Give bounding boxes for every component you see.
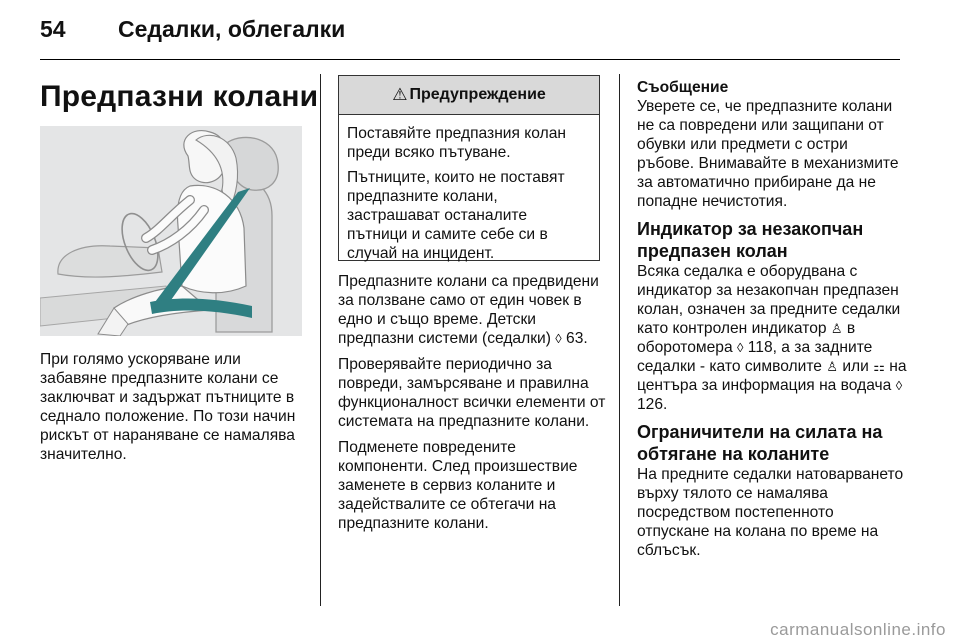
col1-paragraph: При голямо ускоряване или забавяне предпазните колани се заключват и задържат пътниците в седнало положение. По този начин рискът от нараняване се намалява значително. xyxy=(40,351,296,463)
watermark: carmanualsonline.info xyxy=(770,620,946,639)
rear-seatbelt-icon: ⚏ xyxy=(873,359,885,374)
col3-text xyxy=(637,78,907,567)
reference-arrow-icon: ◊ xyxy=(895,378,903,393)
warning-body xyxy=(339,115,599,263)
column-divider xyxy=(320,74,321,606)
seatbelt-warning-icon: ♙ xyxy=(830,321,843,336)
col3-p1-ref1: 118, а за задните седалки - като символите xyxy=(637,339,873,375)
note-text: Уверете се, че предпазните колани не са повредени или защипани от обувки или предмети с остри ръбове. Внимавайте в механизмите за автоматично прибиране да не попадне нечистотия. xyxy=(637,98,899,210)
warning-paragraph-2: Пътниците, които не поставят предпазните колани, застрашават останалите пътници и самите себе си в случай на инцидент. xyxy=(347,169,565,262)
warning-header xyxy=(339,76,599,115)
heading-force-limiters: Ограничители на силата на обтягане на коланите xyxy=(637,422,883,464)
col3-paragraph-1 xyxy=(637,262,907,414)
reference-arrow-icon: ◊ xyxy=(555,331,562,346)
col2-paragraph-2: Проверявайте периодично за повреди, замърсяване и правилна функционалност всички елементи от системата на предпазните колани. xyxy=(338,356,606,430)
column-divider xyxy=(619,74,620,606)
page-number: 54 xyxy=(40,16,66,42)
col3-p1-c: или xyxy=(842,358,869,375)
col3-p1-a: Всяка седалка е оборудвана с индикатор за незакопчан предпазен колан, означен за предните седалки като контролен индикатор xyxy=(637,263,901,337)
col2-text xyxy=(338,272,606,540)
seated-driver-with-seat-belt-illustration xyxy=(40,126,302,336)
heading-unbuckled-indicator: Индикатор за незакопчан предпазен колан xyxy=(637,219,864,261)
reference-arrow-icon: ◊ xyxy=(737,340,744,355)
col3-paragraph-2: На предните седалки натоварването върху тялото се намалява посредством постепенното отпускане на колана по време на сблъсък. xyxy=(637,466,904,559)
section-title: Седалки, облегалки xyxy=(118,16,346,42)
seatbelt-warning-icon: ♙ xyxy=(826,359,838,374)
col1-text xyxy=(40,350,308,471)
col3-p1-d: на центъра за информация на водача xyxy=(637,358,907,394)
col3-p1-b: в оборотомера xyxy=(637,320,856,356)
seat-belt-drawing xyxy=(40,126,302,336)
warning-triangle-icon: ⚠ xyxy=(392,85,408,104)
col2-p1-text: Предпазните колани са предвидени за ползване само от един човек в едно и също време. Детски предпазни системи (седалки) xyxy=(338,273,599,347)
col2-paragraph-3: Подменете повредените компоненти. След произшествие заменете в сервиз коланите и задействалите се обтегачи на предпазните колани. xyxy=(338,439,578,532)
header-divider xyxy=(40,59,900,60)
warning-box xyxy=(338,75,600,261)
note-title: Съобщение xyxy=(637,79,729,96)
warning-title: Предупреждение xyxy=(409,86,546,103)
col3-p1-ref2: 126. xyxy=(637,396,668,413)
page-reference: 63. xyxy=(566,330,588,347)
col2-paragraph-1 xyxy=(338,272,606,348)
warning-paragraph-1: Поставяйте предпазния колан преди всяко пътуване. xyxy=(347,125,566,161)
page-title: Предпазни колани xyxy=(40,80,319,113)
